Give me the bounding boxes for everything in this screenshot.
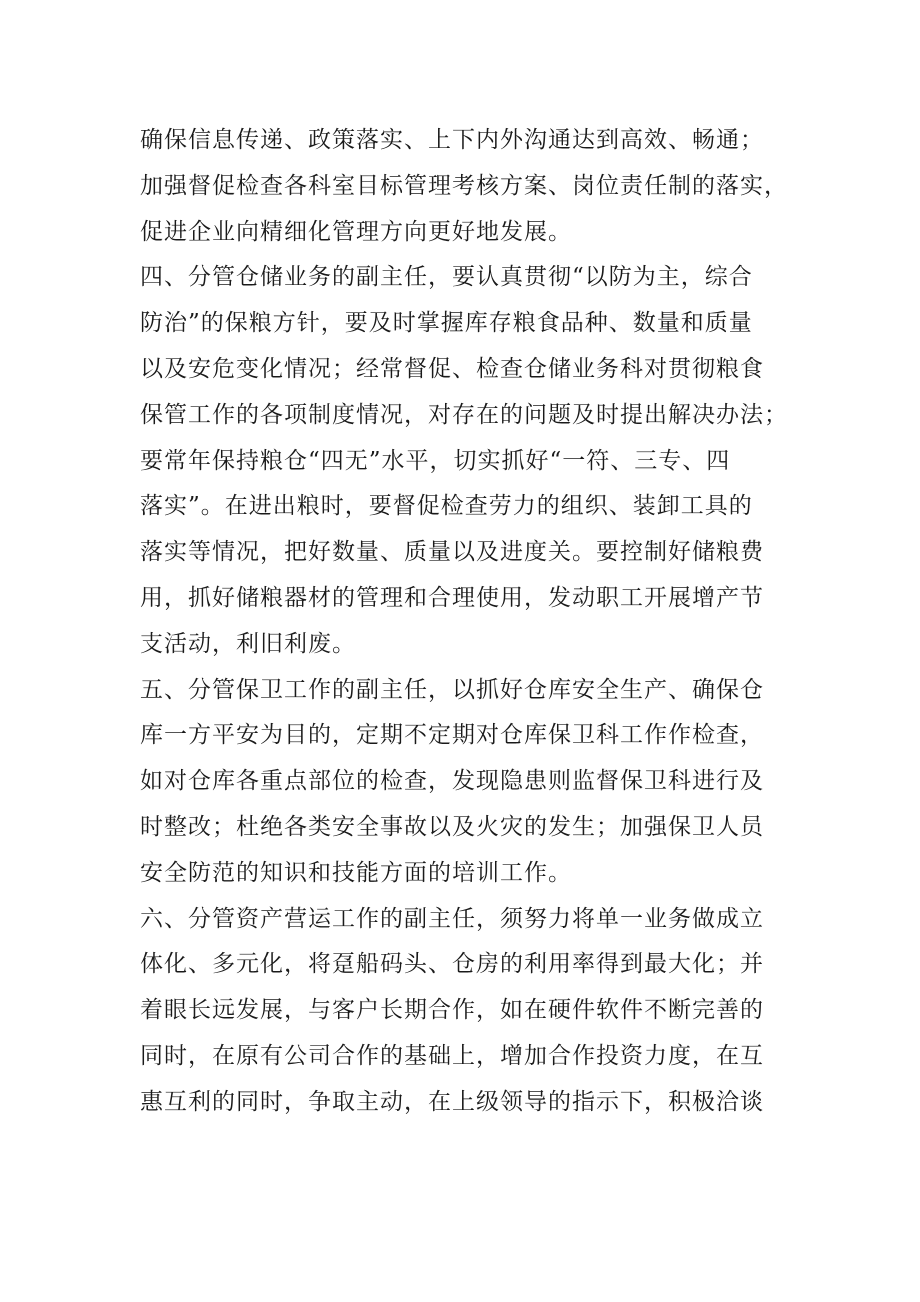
- text-line: 安全防范的知识和技能方面的培训工作。: [140, 859, 572, 886]
- text-line: 时整改；杜绝各类安全事故以及火灾的发生；加强保卫人员: [140, 813, 764, 840]
- text-line: 惠互利的同时，争取主动，在上级领导的指示下，积极洽谈: [140, 1088, 764, 1115]
- text-line: 落实”。在进出粮时，要督促检查劳力的组织、装卸工具的: [140, 493, 753, 520]
- text-line: 体化、多元化，将趸船码头、仓房的利用率得到最大化；并: [140, 951, 764, 978]
- body-text: [140, 118, 790, 1126]
- text-line: 四、分管仓储业务的副主任，要认真贯彻“以防为主，综合: [140, 264, 753, 291]
- text-line: 要常年保持粮仓“四无”水平，切实抓好“一符、三专、四: [140, 447, 731, 474]
- text-line: 着眼长远发展，与客户长期合作，如在硬件软件不断完善的: [140, 997, 764, 1024]
- text-line: 以及安危变化情况；经常督促、检查仓储业务科对贯彻粮食: [140, 355, 764, 382]
- text-line: 确保信息传递、政策落实、上下内外沟通达到高效、畅通；: [140, 127, 764, 153]
- text-line: 同时，在原有公司合作的基础上，增加合作投资力度，在互: [140, 1042, 764, 1069]
- text-line: 保管工作的各项制度情况，对存在的问题及时提出解决办法；: [140, 401, 788, 428]
- text-line: 防治”的保粮方针，要及时掌握库存粮食品种、数量和质量: [140, 310, 753, 337]
- text-line: 促进企业向精细化管理方向更好地发展。: [140, 218, 572, 245]
- text-line: 库一方平安为目的，定期不定期对仓库保卫科工作作检查，: [140, 722, 764, 749]
- text-line: 用，抓好储粮器材的管理和合理使用，发动职工开展增产节: [140, 584, 764, 611]
- text-line: 六、分管资产营运工作的副主任，须努力将单一业务做成立: [140, 905, 764, 932]
- text-line: 落实等情况，把好数量、质量以及进度关。要控制好储粮费: [140, 539, 764, 566]
- text-line: 支活动，利旧利废。: [140, 630, 356, 657]
- text-line: 加强督促检查各科室目标管理考核方案、岗位责任制的落实，: [140, 172, 788, 199]
- text-line: 五、分管保卫工作的副主任，以抓好仓库安全生产、确保仓: [140, 676, 764, 703]
- text-line: 如对仓库各重点部位的检查，发现隐患则监督保卫科进行及: [140, 768, 764, 795]
